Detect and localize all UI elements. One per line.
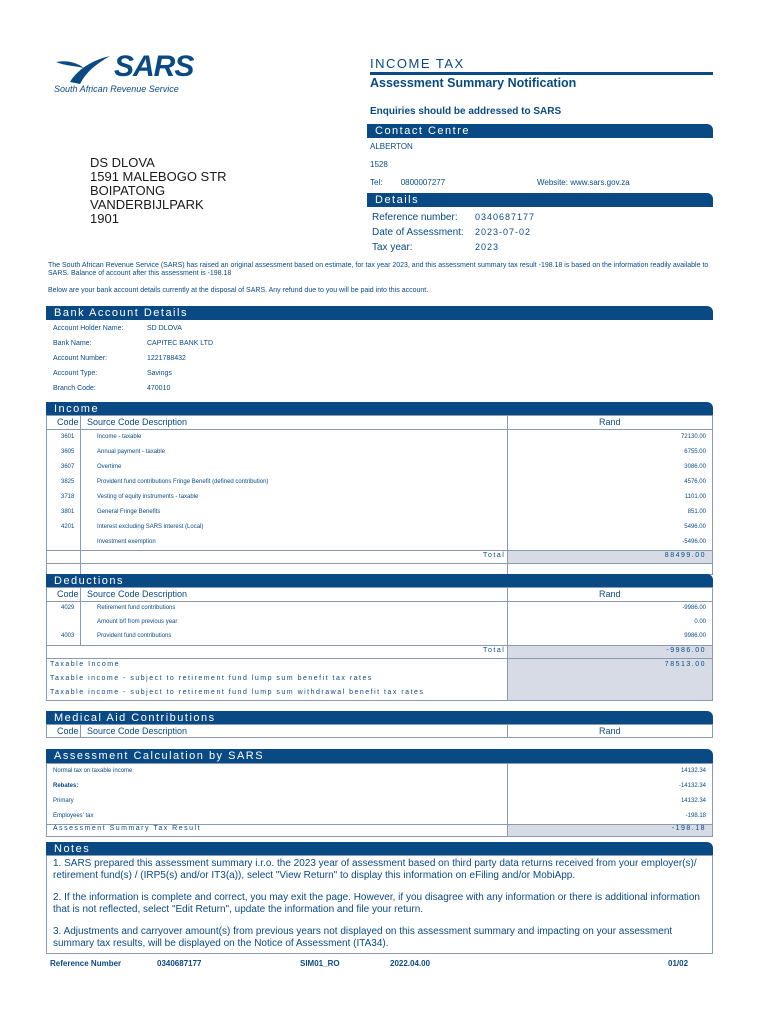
lump-sum-withdrawal-label: Taxable income - subject to retirement fund lump sum withdrawal benefit tax rates — [50, 689, 425, 696]
ref-label: Reference number: — [372, 212, 458, 223]
table-row — [47, 764, 712, 779]
logo-brand: SARS — [114, 50, 194, 83]
cell-amount: 3086.00 — [684, 464, 706, 470]
income-total-value: 88499.00 — [664, 552, 706, 559]
bank-value: 1221788432 — [147, 355, 186, 362]
cell-desc: General Fringe Benefits — [97, 509, 161, 515]
website-value[interactable]: www.sars.gov.za — [570, 178, 630, 187]
table-row — [47, 490, 712, 505]
col-rand-header: Rand — [599, 589, 621, 599]
notes-box — [46, 855, 713, 954]
bank-label: Bank Name: — [53, 340, 92, 347]
details-bar — [367, 193, 713, 207]
cell-amount: 851.00 — [687, 509, 706, 515]
bank-row — [53, 321, 213, 336]
bank-label: Branch Code: — [53, 385, 96, 392]
cell-amount: 4576.00 — [684, 479, 706, 485]
contact-city: ALBERTON — [370, 142, 413, 151]
lump-sum-benefit-label: Taxable income - subject to retirement fund lump sum benefit tax rates — [50, 675, 373, 682]
col-desc-header: Source Code Description — [87, 726, 188, 736]
logo-tagline: South African Revenue Service — [54, 84, 179, 94]
cell-code: 4029 — [61, 605, 75, 611]
calc-label: Rebates: — [53, 783, 79, 789]
table-row — [47, 475, 712, 490]
col-desc-header: Source Code Description — [87, 589, 188, 599]
year-label: Tax year: — [372, 242, 413, 253]
address-line: DS DLOVA — [90, 155, 155, 170]
deductions-bar — [46, 574, 713, 588]
bank-label: Account Holder Name: — [53, 325, 124, 332]
bank-value: Savings — [147, 370, 172, 377]
calc-label: Normal tax on taxable income — [53, 768, 133, 774]
tax-result-label: Assessment Summary Tax Result — [53, 825, 202, 832]
col-rand-header: Rand — [599, 417, 621, 427]
calc-amount: -14132.34 — [678, 783, 706, 789]
address-line: 1901 — [90, 211, 119, 226]
taxpayer-address — [90, 156, 227, 226]
cell-desc: Retirement fund contributions — [97, 605, 176, 611]
calc-label: Primary — [53, 798, 74, 804]
calc-amount: 14132.34 — [680, 768, 706, 774]
tel-label: Tel: — [370, 178, 383, 187]
cell-amount: 0.00 — [694, 619, 706, 625]
address-line: 1591 MALEBOGO STR — [90, 169, 227, 184]
header-subtitle: Assessment Summary Notification — [370, 76, 577, 90]
table-row — [47, 794, 712, 809]
cell-code: 3825 — [61, 479, 75, 485]
website-label: Website: — [537, 178, 568, 187]
col-code-header: Code — [57, 417, 79, 427]
income-total-label: Total — [483, 552, 506, 559]
bank-bar-label: Bank Account Details — [54, 307, 188, 319]
income-rows — [47, 430, 712, 550]
table-row — [47, 601, 712, 615]
calc-bar — [46, 749, 713, 763]
note-3: 3. Adjustments and carryover amount(s) from previous years not displayed on this assessment summary and impacting on your assessment summary tax results, will be displayed on the Notice of Assessment (ITA34). — [53, 926, 673, 949]
note-2: 2. If the information is complete and correct, you may exit the page. However, if you disagree with any information or there is additional information that is not reflected, select "Edit Return", update the information and file your return. — [53, 892, 700, 915]
income-table — [46, 415, 713, 575]
cell-code: 3605 — [61, 449, 75, 455]
medical-bar — [46, 711, 713, 725]
note-1: 1. SARS prepared this assessment summary i.r.o. the 2023 year of assessment based on third party data returns received from your employer(s)/ retirement fund(s) / (IRP5(s) and/or IT3(a)), select "View Return" to display this information on eFiling and/or MobiApp. — [53, 858, 697, 881]
row-divider — [47, 563, 712, 564]
cell-code: 3801 — [61, 509, 75, 515]
bank-row — [53, 336, 213, 351]
footer-ref-label: Reference Number — [50, 959, 122, 968]
cell-desc: Interest excluding SARS interest (Local) — [97, 524, 204, 530]
bank-label: Account Type: — [53, 370, 98, 377]
enquiries-text: Enquiries should be addressed to SARS — [370, 106, 562, 117]
bank-row — [53, 366, 213, 381]
table-row — [47, 809, 712, 824]
income-bar — [46, 402, 713, 416]
calc-label: Employees' tax — [53, 813, 94, 819]
tel-value: 0800007277 — [400, 178, 446, 187]
contact-bar — [367, 124, 713, 138]
year-value: 2023 — [475, 242, 500, 252]
taxable-income-value: 78513.00 — [664, 661, 706, 668]
bank-value: 470010 — [147, 385, 171, 392]
col-code-header: Code — [57, 589, 79, 599]
contact-website-row — [537, 178, 630, 187]
cell-desc: Provident fund contributions Fringe Benefit (defined contribution) — [97, 479, 269, 485]
cell-desc: Provident fund contributions — [97, 633, 172, 639]
medical-table — [46, 724, 713, 738]
cell-amount: 1101.00 — [684, 494, 706, 500]
deductions-bar-label: Deductions — [54, 575, 125, 587]
cell-desc: Vesting of equity instruments - taxable — [97, 494, 199, 500]
cell-amount: 9986.00 — [684, 633, 706, 639]
cell-amount: 5496.00 — [684, 524, 706, 530]
col-divider — [507, 725, 508, 737]
footer-page-number: 01/02 — [668, 959, 689, 968]
cell-desc: Annual payment - taxable — [97, 449, 166, 455]
cell-amount: -5496.00 — [682, 539, 706, 545]
col-rand-header: Rand — [599, 726, 621, 736]
details-bar-label: Details — [375, 194, 420, 206]
bank-row — [53, 381, 213, 396]
col-divider — [80, 725, 81, 737]
calc-amount: 14132.34 — [680, 798, 706, 804]
table-row — [47, 520, 712, 535]
deductions-total-value: -9986.00 — [666, 647, 706, 654]
notes-bar — [46, 842, 713, 856]
bank-value: SD DLOVA — [147, 325, 182, 332]
intro-bank-paragraph: Below are your bank account details currently at the disposal of SARS. Any refund due to you will be paid into this account. — [48, 287, 429, 294]
table-row — [47, 615, 712, 629]
cell-desc: Amount b/f from previous year — [97, 619, 178, 625]
contact-code: 1528 — [370, 160, 388, 169]
cell-code: 3601 — [61, 434, 75, 440]
deductions-total-label: Total — [483, 647, 506, 654]
sars-logo — [52, 50, 227, 100]
bank-bar — [46, 306, 713, 320]
cell-amount: 6755.00 — [684, 449, 706, 455]
cell-desc: Income - taxable — [97, 434, 142, 440]
calc-bar-label: Assessment Calculation by SARS — [54, 750, 265, 762]
cell-code: 4003 — [61, 633, 75, 639]
date-value: 2023-07-02 — [475, 227, 532, 237]
table-row — [47, 430, 712, 445]
calc-amount: -198.18 — [685, 813, 706, 819]
col-code-header: Code — [57, 726, 79, 736]
details-block — [372, 210, 535, 255]
bank-details — [53, 321, 213, 396]
table-row — [47, 535, 712, 550]
bank-row — [53, 351, 213, 366]
header-rule — [370, 72, 713, 75]
footer-form-code: SIM01_RO — [300, 959, 340, 968]
contact-tel-row — [370, 178, 445, 187]
notes-bar-label: Notes — [54, 843, 91, 855]
table-row — [47, 445, 712, 460]
table-row — [47, 779, 712, 794]
table-row — [47, 505, 712, 520]
cell-code: 4201 — [61, 524, 75, 530]
footer-ref-value: 0340687177 — [157, 959, 202, 968]
tax-result-value: -198.18 — [671, 825, 706, 832]
deduction-rows — [47, 601, 712, 645]
calc-table — [46, 763, 713, 837]
contact-bar-label: Contact Centre — [375, 125, 470, 137]
medical-bar-label: Medical Aid Contributions — [54, 712, 216, 724]
cell-amount: -9986.00 — [682, 605, 706, 611]
col-desc-header: Source Code Description — [87, 417, 188, 427]
table-row — [47, 460, 712, 475]
bank-label: Account Number: — [53, 355, 108, 362]
footer-version: 2022.04.00 — [390, 959, 431, 968]
cell-desc: Overtime — [97, 464, 122, 470]
table-row — [47, 629, 712, 643]
ref-value: 0340687177 — [475, 212, 536, 222]
cell-code: 3607 — [61, 464, 75, 470]
cell-desc: Investment exemption — [97, 539, 156, 545]
income-bar-label: Income — [54, 403, 100, 415]
address-line: VANDERBIJLPARK — [90, 197, 204, 212]
intro-paragraph: The South African Revenue Service (SARS) has raised an original assessment based on estimate, for tax year 2023, and this assessment summary tax result -198.18 is based on the information readily available to SARS. Balance of account after this assessment is -198.18 — [48, 262, 709, 277]
taxable-income-label: Taxable Income — [50, 661, 121, 668]
bank-value: CAPITEC BANK LTD — [147, 340, 213, 347]
cell-amount: 72130.00 — [680, 434, 706, 440]
header-title: INCOME TAX — [370, 56, 465, 71]
address-line: BOIPATONG — [90, 183, 166, 198]
date-label: Date of Assessment: — [372, 227, 464, 238]
cell-code: 3718 — [61, 494, 75, 500]
deductions-table — [46, 587, 713, 701]
